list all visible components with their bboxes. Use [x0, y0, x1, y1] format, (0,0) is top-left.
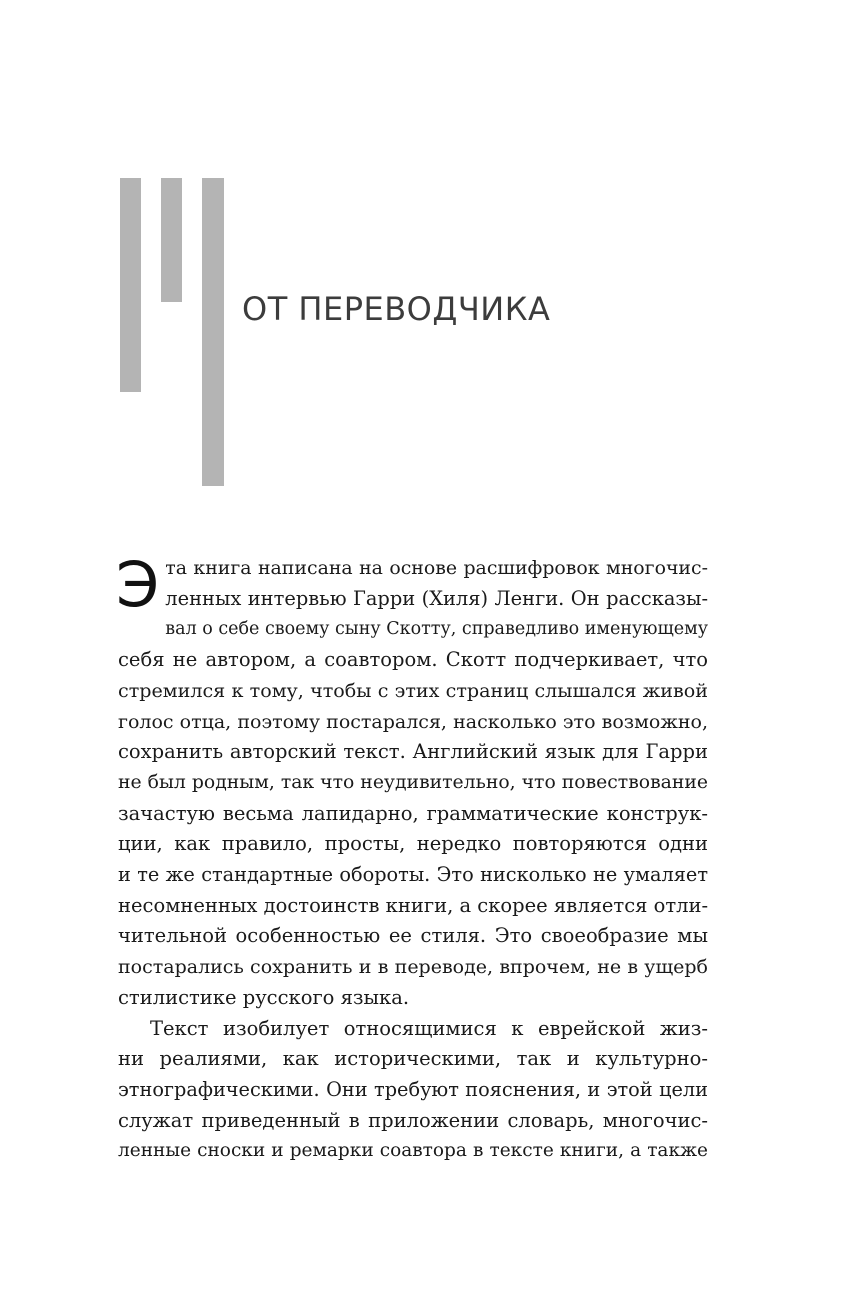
paragraph-2	[118, 1014, 708, 1168]
text-line: служат приведенный в приложении словарь, многочис-	[118, 1108, 708, 1132]
text-line: Текст изобилует относящимися к еврейской жиз-	[150, 1016, 708, 1040]
ornament-bar-left	[120, 178, 141, 392]
text-line: голос отца, поэтому постарался, насколько это возможно,	[118, 710, 708, 733]
body-text	[116, 548, 709, 1167]
chapter-ornament	[120, 178, 224, 486]
text-line: не был родным, так что неудивительно, что повествование	[118, 771, 708, 793]
text-line: стилистике русского языка.	[118, 985, 410, 1009]
text-line: та книга написана на основе расшифровок многочис-	[165, 557, 708, 579]
text-line: и те же стандартные обороты. Это нисколько не умаляет	[118, 863, 708, 887]
text-line: чительной особенностью ее стиля. Это своеобразие мы	[118, 924, 708, 948]
text-line: ленные сноски и ремарки соавтора в тексте книги, а также	[118, 1140, 708, 1162]
text-line: постарались сохранить и в переводе, впрочем, не в ущерб	[118, 956, 708, 979]
ornament-bar-middle	[161, 178, 182, 302]
text-line: сохранить авторский текст. Английский язык для Гарри	[118, 740, 708, 764]
drop-cap: Э	[116, 548, 160, 621]
chapter-title: ОТ ПЕРЕВОДЧИКА	[242, 290, 551, 328]
text-line: ни реалиями, как историческими, так и культурно-	[118, 1047, 708, 1071]
text-line: этнографическими. Они требуют пояснения, и этой цели	[118, 1077, 708, 1101]
ornament-bar-right	[202, 178, 224, 486]
text-line: вал о себе своему сыну Скотту, справедливо именующему	[165, 619, 709, 640]
text-line: зачастую весьма лапидарно, грамматические конструк-	[118, 801, 708, 825]
text-line: ции, как правило, просты, нередко повторяются одни	[118, 832, 708, 856]
text-line: несомненных достоинств книги, а скорее является отли-	[118, 893, 709, 917]
paragraph-1	[116, 548, 709, 1014]
text-line: ленных интервью Гарри (Хиля) Ленги. Он рассказы-	[165, 586, 708, 610]
text-line: стремился к тому, чтобы с этих страниц слышался живой	[118, 678, 708, 702]
text-line: себя не автором, а соавтором. Скотт подчеркивает, что	[118, 648, 708, 672]
